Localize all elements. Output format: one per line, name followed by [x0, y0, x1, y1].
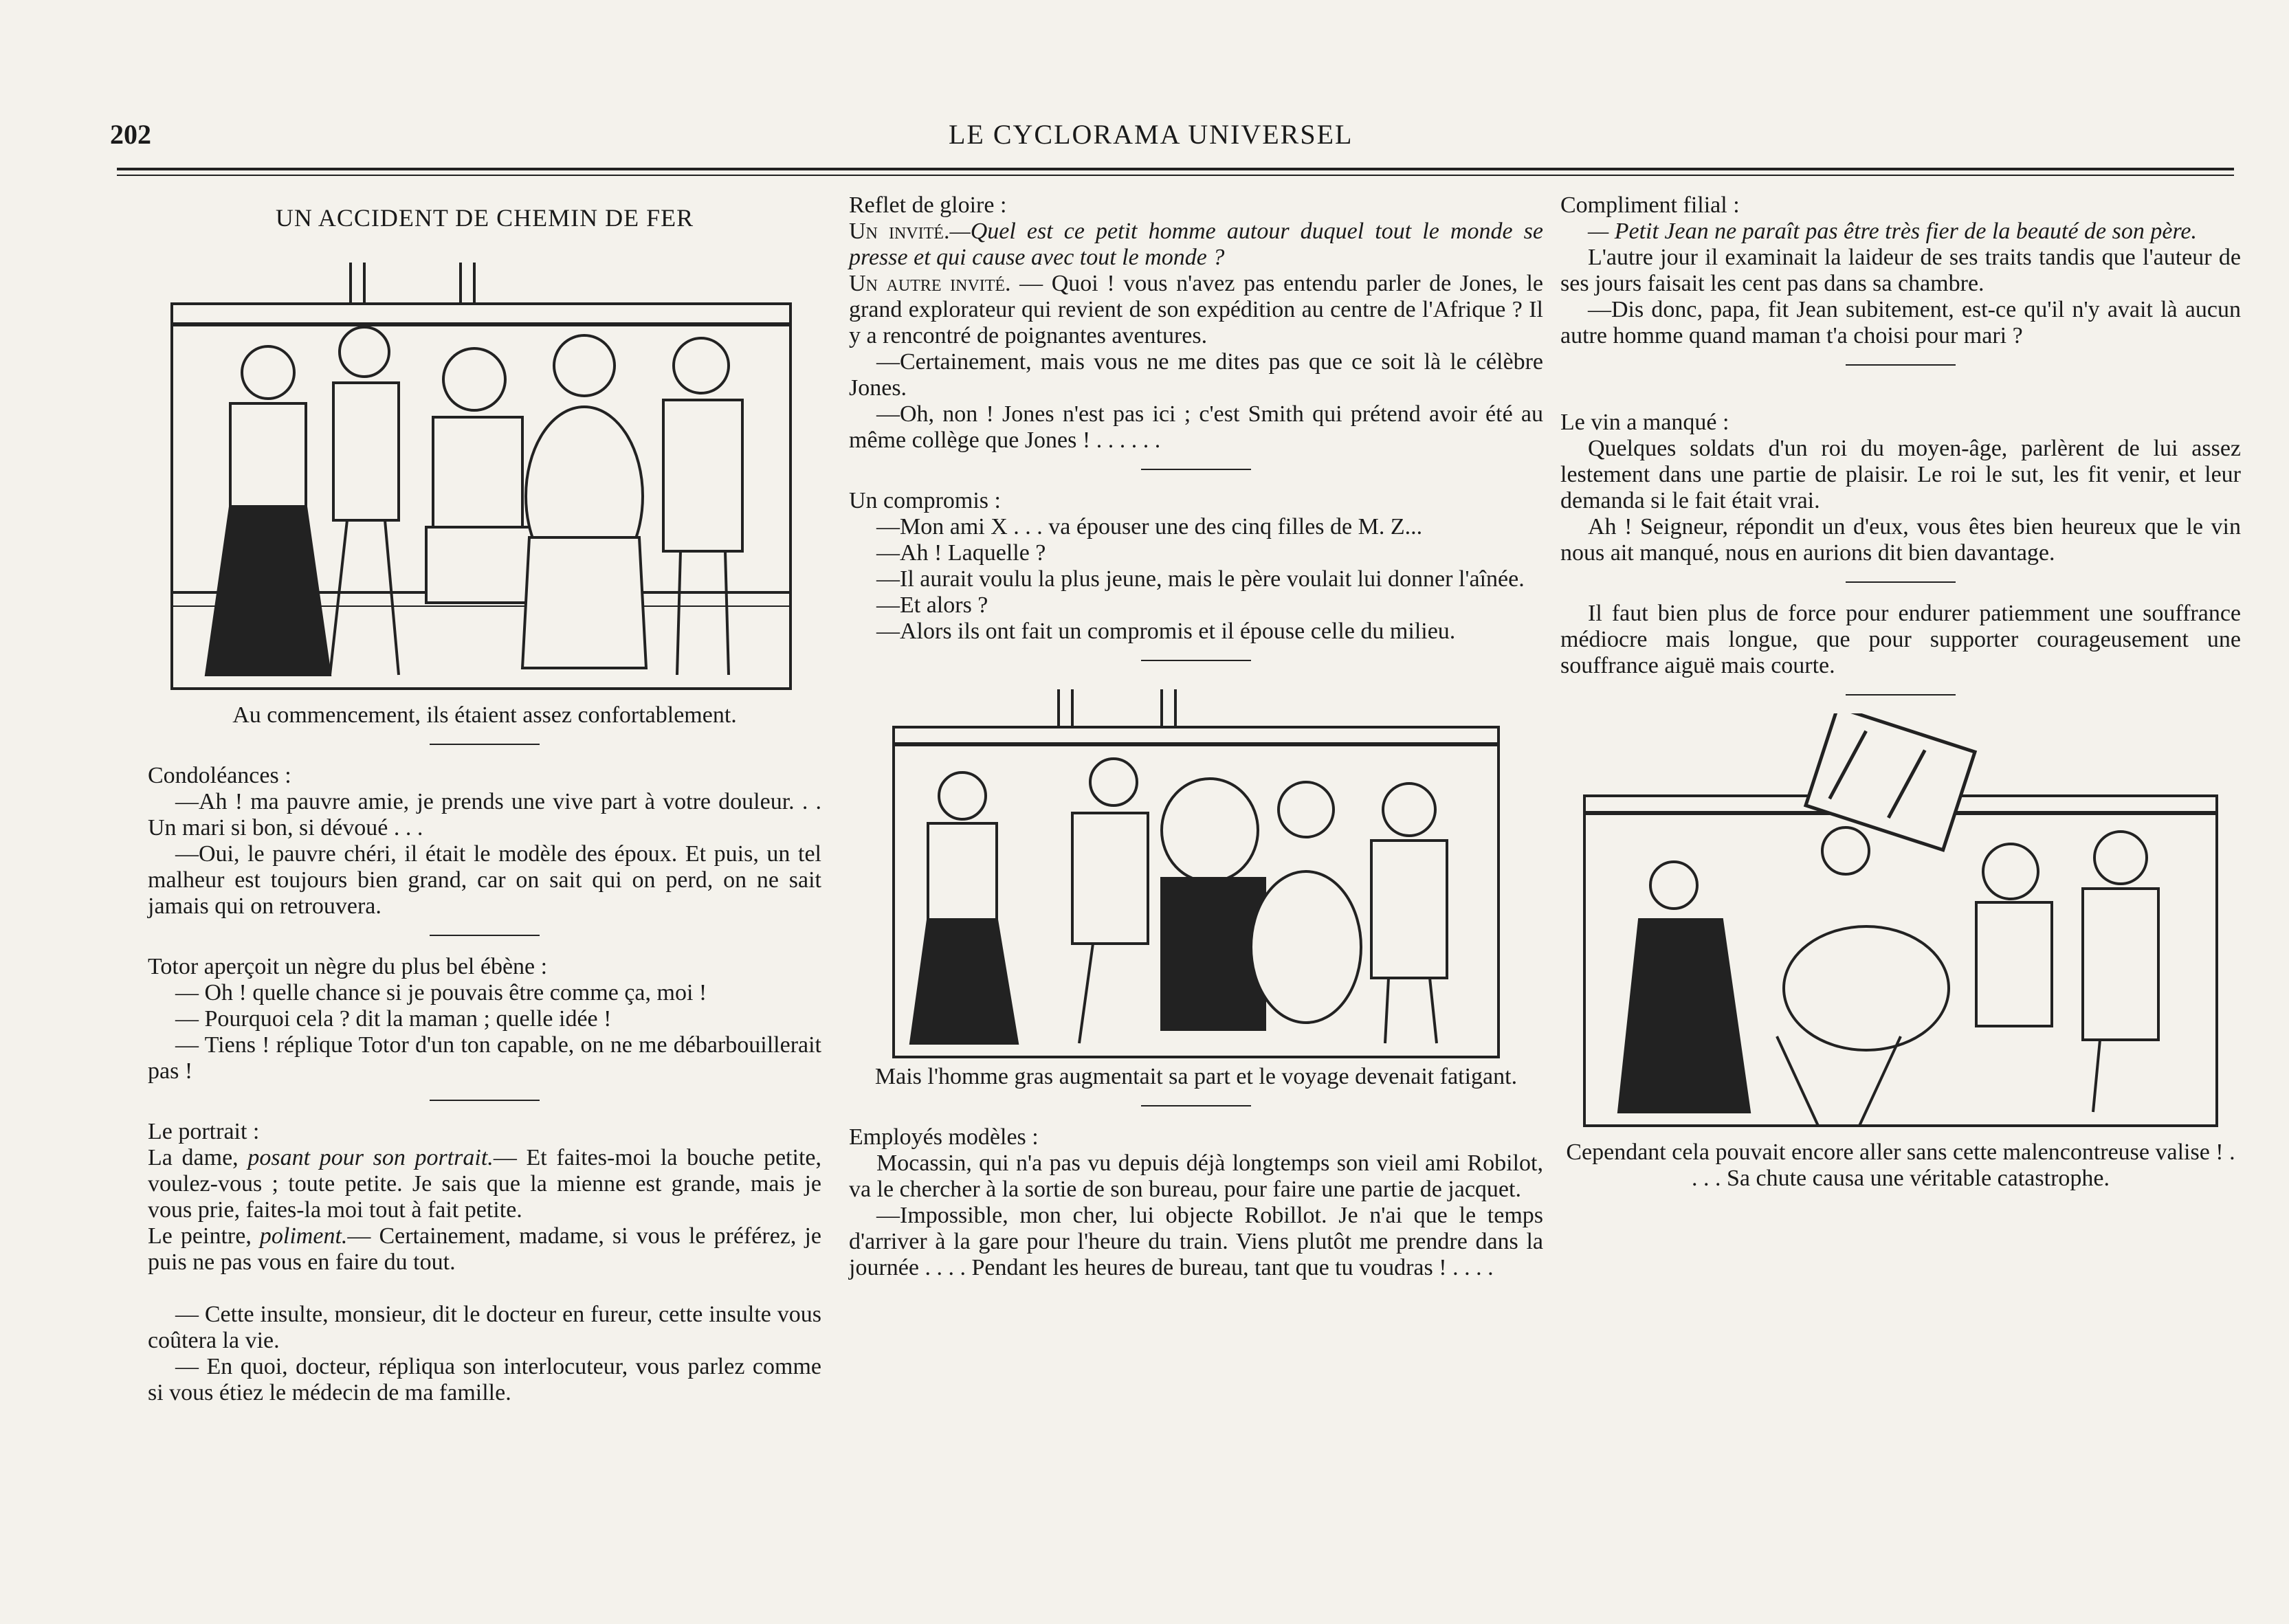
column-right: [1560, 192, 2241, 1192]
compromis-heading: Un compromis :: [849, 488, 1001, 513]
filial-p2: L'autre jour il examinait la laideur de ses traits tandis que l'auteur de ses jours faisait les cent pas dans sa chambre.: [1560, 245, 2241, 296]
article-title: UN ACCIDENT DE CHEMIN DE FER: [275, 204, 694, 232]
running-title: LE CYCLORAMA UNIVERSEL: [949, 119, 1353, 150]
separator: [1846, 581, 1956, 583]
vin-p2: Ah ! Seigneur, répondit un d'eux, vous êtes bien heureux que le vin nous ait manqué, nous en aurions dit bien davantage.: [1560, 514, 2241, 566]
separator: [1846, 364, 1956, 366]
caption-1: Au commencement, ils étaient assez confortablement.: [232, 702, 737, 728]
employes-p2: —Impossible, mon cher, lui objecte Robillot. Je n'ai que le temps d'arriver à la gare pour l'heure du train. Viens plutôt me prendre dans la journée . . . . Pendant les heures de bureau, tant que tu voudras ! . . . .: [849, 1203, 1543, 1280]
compromis-p3: —Il aurait voulu la plus jeune, mais le père voulait lui donner l'aînée.: [876, 566, 1525, 592]
portrait-heading: Le portrait :: [148, 1119, 260, 1144]
separator: [1141, 1105, 1251, 1106]
gloire-p2: Un autre invité. — Quoi ! vous n'avez pas entendu parler de Jones, le grand explorateur qui revient de son expédition au centre de l'Afrique ? Il y a rencontré de poignantes aventures.: [849, 271, 1543, 348]
separator: [1846, 694, 1956, 696]
column-left: [148, 192, 821, 1406]
employes-p1: Mocassin, qui n'a pas vu depuis déjà longtemps son vieil ami Robilot, va le chercher à la sortie de son bureau, pour faire une partie de jacquet.: [849, 1150, 1543, 1202]
compromis-p2: —Ah ! Laquelle ?: [876, 540, 1046, 566]
gloire-heading: Reflet de gloire :: [849, 192, 1007, 218]
page-number: 202: [110, 119, 151, 150]
portrait-p2: Le peintre, poliment.— Certainement, madame, si vous le préférez, je puis ne pas vous en faire du tout.: [148, 1223, 821, 1275]
separator: [430, 1100, 540, 1101]
separator: [1141, 660, 1251, 661]
maxime: Il faut bien plus de force pour endurer patiemment une souffrance médiocre mais longue, que pour supporter courageusement une souffrance aiguë mais courte.: [1560, 601, 2241, 678]
totor-p1: — Oh ! quelle chance si je pouvais être comme ça, moi !: [175, 980, 707, 1005]
filial-p3: —Dis donc, papa, fit Jean subitement, est-ce qu'il n'y avait là aucun autre homme quand maman t'a choisi pour mari ?: [1560, 297, 2241, 348]
filial-heading: Compliment filial :: [1560, 192, 1740, 218]
condoleances-p2: —Oui, le pauvre chéri, il était le modèle des époux. Et puis, un tel malheur est toujours bien grand, car on sait qui on perd, on ne sait jamais qui on retrouvera.: [148, 841, 821, 919]
condoleances-heading: Condoléances :: [148, 763, 291, 788]
illustration-train-compartment-3: [1571, 713, 2231, 1139]
insulte-p2: — En quoi, docteur, répliqua son interlocuteur, vous parlez comme si vous étiez le médecin de ma famille.: [148, 1354, 821, 1405]
separator: [430, 744, 540, 745]
caption-3: Cependant cela pouvait encore aller sans cette malencontreuse valise ! . . . . Sa chute causa une véritable catastrophe.: [1566, 1139, 2235, 1191]
gloire-p3: —Certainement, mais vous ne me dites pas que ce soit là le célèbre Jones.: [849, 349, 1543, 401]
gloire-p1: Un invité.—Quel est ce petit homme autour duquel tout le monde se presse et qui cause avec tout le monde ?: [849, 219, 1544, 270]
vin-p1: Quelques soldats d'un roi du moyen-âge, parlèrent de lui assez lestement dans une partie de plaisir. Le roi le sut, les fit venir, et leur demanda si le fait était vrai.: [1560, 436, 2241, 513]
compromis-p4: —Et alors ?: [876, 592, 988, 618]
illustration-train-compartment-2: [887, 679, 1505, 1064]
totor-p3: — Tiens ! réplique Totor d'un ton capable, on ne me débarbouillerait pas !: [148, 1032, 821, 1084]
totor-p2: — Pourquoi cela ? dit la maman ; quelle idée !: [175, 1006, 612, 1032]
condoleances-p1: —Ah ! ma pauvre amie, je prends une vive part à votre douleur. . . Un mari si bon, si dévoué . . .: [148, 789, 821, 841]
compromis-p1: —Mon ami X . . . va épouser une des cinq filles de M. Z...: [876, 514, 1423, 540]
header-rule-thin: [117, 175, 2234, 176]
totor-heading: Totor aperçoit un nègre du plus bel ébène :: [148, 954, 548, 979]
caption-2: Mais l'homme gras augmentait sa part et le voyage devenait fatigant.: [874, 1064, 1518, 1089]
portrait-p1: La dame, posant pour son portrait.— Et faites-moi la bouche petite, voulez-vous ; toute petite. Je sais que la mienne est grande, mais je vous prie, faites-la moi tout à fait petite.: [148, 1145, 821, 1223]
separator: [430, 935, 540, 936]
illustration-train-compartment-1: [165, 249, 804, 702]
vin-heading: Le vin a manqué :: [1560, 410, 1729, 435]
insulte-p1: — Cette insulte, monsieur, dit le docteur en fureur, cette insulte vous coûtera la vie.: [148, 1302, 821, 1353]
compromis-p5: —Alors ils ont fait un compromis et il épouse celle du milieu.: [876, 619, 1456, 644]
filial-p1: — Petit Jean ne paraît pas être très fier de la beauté de son père.: [1588, 219, 2198, 244]
employes-heading: Employés modèles :: [849, 1124, 1039, 1150]
separator: [1141, 469, 1251, 470]
column-middle: [849, 192, 1543, 1281]
gloire-p4: —Oh, non ! Jones n'est pas ici ; c'est Smith qui prétend avoir été au même collège que Jones ! . . . . . .: [849, 401, 1543, 453]
header-rule: [117, 168, 2234, 170]
